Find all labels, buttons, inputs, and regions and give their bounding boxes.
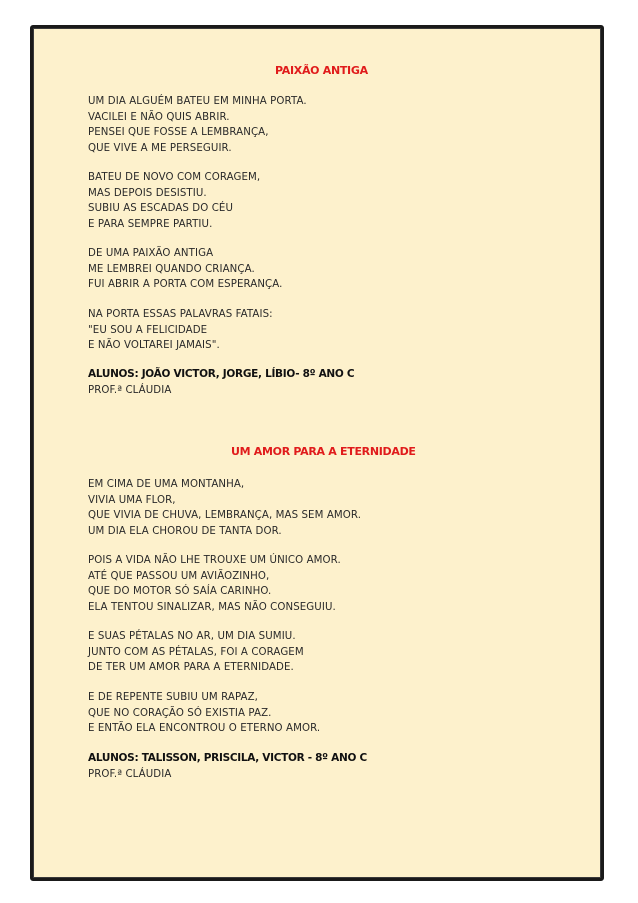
poem-stanza — [88, 94, 307, 156]
poem-line: MAS DEPOIS DESISTIU. — [88, 187, 207, 199]
poem-authors: ALUNOS: JOÃO VICTOR, JORGE, LÍBIO- 8º ANO C — [88, 368, 355, 380]
poem-stanza — [88, 553, 341, 615]
poem-stanza — [88, 170, 260, 232]
poem-line: QUE VIVIA DE CHUVA, LEMBRANÇA, MAS SEM AMOR. — [88, 510, 362, 521]
poem-line: FUI ABRIR A PORTA COM ESPERANÇA. — [88, 279, 283, 290]
poem-line: DE TER UM AMOR PARA A ETERNIDADE. — [88, 662, 294, 673]
poem-authors: ALUNOS: TALISSON, PRISCILA, VICTOR - 8º ANO C — [88, 752, 367, 764]
poem-line: E NÃO VOLTAREI JAMAIS". — [88, 340, 220, 351]
poem-line: DE UMA PAIXÃO ANTIGA — [88, 248, 214, 259]
poem-line: E ENTÃO ELA ENCONTROU O ETERNO AMOR. — [88, 723, 321, 734]
poem-stanza — [88, 307, 273, 354]
poem-line: PENSEI QUE FOSSE A LEMBRANÇA, — [88, 127, 269, 138]
poem-line: ME LEMBREI QUANDO CRIANÇA. — [88, 263, 255, 275]
poem-title: UM AMOR PARA A ETERNIDADE — [231, 445, 416, 458]
poem-line: JUNTO COM AS PÉTALAS, FOI A CORAGEM — [88, 646, 304, 658]
poem-title: PAIXÃO ANTIGA — [275, 64, 368, 77]
poem-line: QUE VIVE A ME PERSEGUIR. — [88, 142, 232, 154]
poem-teacher: PROF.ª CLÁUDIA — [88, 769, 172, 780]
poem-line: UM DIA ELA CHOROU DE TANTA DOR. — [88, 525, 282, 537]
poem-line: ATÉ QUE PASSOU UM AVIÃOZINHO, — [88, 570, 270, 582]
poem-stanza — [88, 477, 361, 539]
poem-line: ELA TENTOU SINALIZAR, MAS NÃO CONSEGUIU. — [88, 601, 336, 613]
poem-line: E PARA SEMPRE PARTIU. — [88, 218, 213, 230]
poem-line: BATEU DE NOVO COM CORAGEM, — [88, 172, 261, 183]
poem-stanza — [88, 629, 304, 676]
poem-teacher: PROF.ª CLÁUDIA — [88, 385, 172, 396]
poem-line: E DE REPENTE SUBIU UM RAPAZ, — [88, 692, 259, 703]
poem-stanza — [88, 690, 320, 737]
poem-line: POIS A VIDA NÃO LHE TROUXE UM ÚNICO AMOR. — [88, 555, 341, 566]
poem-line: QUE NO CORAÇÃO SÓ EXISTIA PAZ. — [88, 707, 272, 719]
poem-line: UM DIA ALGUÉM BATEU EM MINHA PORTA. — [88, 96, 307, 107]
poem-line: QUE DO MOTOR SÓ SAÍA CARINHO. — [88, 586, 272, 597]
poem-line: EM CIMA DE UMA MONTANHA, — [88, 479, 245, 490]
poem-line: E SUAS PÉTALAS NO AR, UM DIA SUMIU. — [88, 631, 296, 642]
poem-line: VACILEI E NÃO QUIS ABRIR. — [88, 111, 230, 123]
poem-line: SUBIU AS ESCADAS DO CÉU — [88, 203, 234, 214]
poem-line: VIVIA UMA FLOR, — [88, 494, 176, 506]
poem-line: "EU SOU A FELICIDADE — [88, 324, 208, 336]
poem-stanza — [88, 246, 283, 293]
poem-line: NA PORTA ESSAS PALAVRAS FATAIS: — [88, 309, 273, 320]
